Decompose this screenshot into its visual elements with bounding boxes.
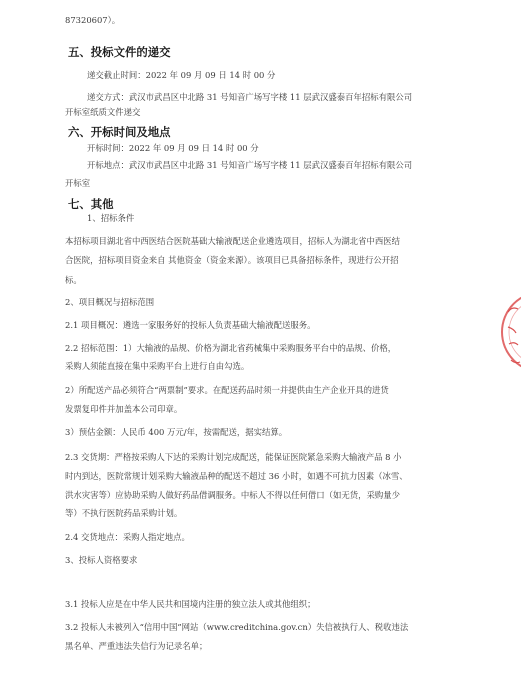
text-line: 合医院，招标项目资金来自 其他资金（资金来源）。该项目已具备招标条件，现进行公开招 (65, 255, 399, 265)
text-line: 本招标项目湖北省中西医结合医院基础大输液配送企业遴选项目，招标人为湖北省中西医结 (65, 236, 400, 246)
text-line: 开标时间：2022 年 09 月 09 日 14 时 00 分 (87, 143, 259, 153)
text-line: 标。 (65, 275, 82, 285)
text-line: 递交截止时间：2022 年 09 月 09 日 14 时 00 分 (87, 70, 276, 80)
text-line: 时内到达，医院常规计划采购大输液品种的配送不超过 36 小时，如遇不可抗力因素（冰雪、 (65, 471, 408, 481)
text-line: 2）所配送产品必须符合“两票制”要求。在配送药品时须一并提供由生产企业开具的进货 (65, 385, 389, 395)
subheading: 3、投标人资格要求 (65, 555, 138, 565)
section-heading-6: 六、开标时间及地点 (68, 125, 171, 139)
text-line: 3）预估金额：人民币 400 万元/年，按需配送，据实结算。 (65, 427, 288, 437)
text-line: 2.2 招标范围：1）大输液的品规、价格为湖北省药械集中采购服务平台中的品规、价格， (65, 343, 397, 353)
section-heading-5: 五、投标文件的递交 (68, 45, 171, 59)
text-line: 2.4 交货地点：采购人指定地点。 (65, 532, 190, 542)
red-seal-stamp-icon (500, 272, 521, 392)
text-line: 3.2 投标人未被列入“信用中国”网站（www.creditchina.gov.cn）失信被执行人、税收违法 (65, 622, 409, 632)
text-line: 发票复印件并加盖本公司印章。 (65, 404, 183, 414)
subheading: 1、招标条件 (87, 213, 135, 223)
text-line: 黑名单、严重违法失信行为记录名单； (65, 641, 208, 651)
text-line: 等）不执行医院药品采购计划。 (65, 508, 183, 518)
text-line: 2.1 项目概况：遴选一家服务好的投标人负责基础大输液配送服务。 (65, 320, 316, 330)
text-line: 洪水灾害等）应协助采购人做好药品借调服务。中标人不得以任何借口（如无货，采购量少 (65, 490, 400, 500)
subheading: 2、项目概况与招标范围 (65, 297, 155, 307)
continued-text: 87320607）。 (65, 15, 121, 25)
text-line: 2.3 交货期：严格按采购人下达的采购计划完成配送，能保证医院紧急采购大输液产品 8 小 (65, 452, 402, 462)
section-heading-7: 七、其他 (68, 197, 114, 211)
text-line: 开标室纸质文件递交 (65, 107, 141, 117)
text-line: 递交方式：武汉市武昌区中北路 31 号知音广场写字楼 11 层武汉盛泰百年招标有限公司 (87, 92, 413, 102)
text-line: 采购人须能直接在集中采购平台上进行自由勾选。 (65, 361, 250, 371)
text-line: 开标地点：武汉市武昌区中北路 31 号知音广场写字楼 11 层武汉盛泰百年招标有限公司 (87, 160, 413, 170)
text-line: 开标室 (65, 178, 91, 188)
text-line: 3.1 投标人应是在中华人民共和国境内注册的独立法人或其他组织； (65, 599, 316, 609)
